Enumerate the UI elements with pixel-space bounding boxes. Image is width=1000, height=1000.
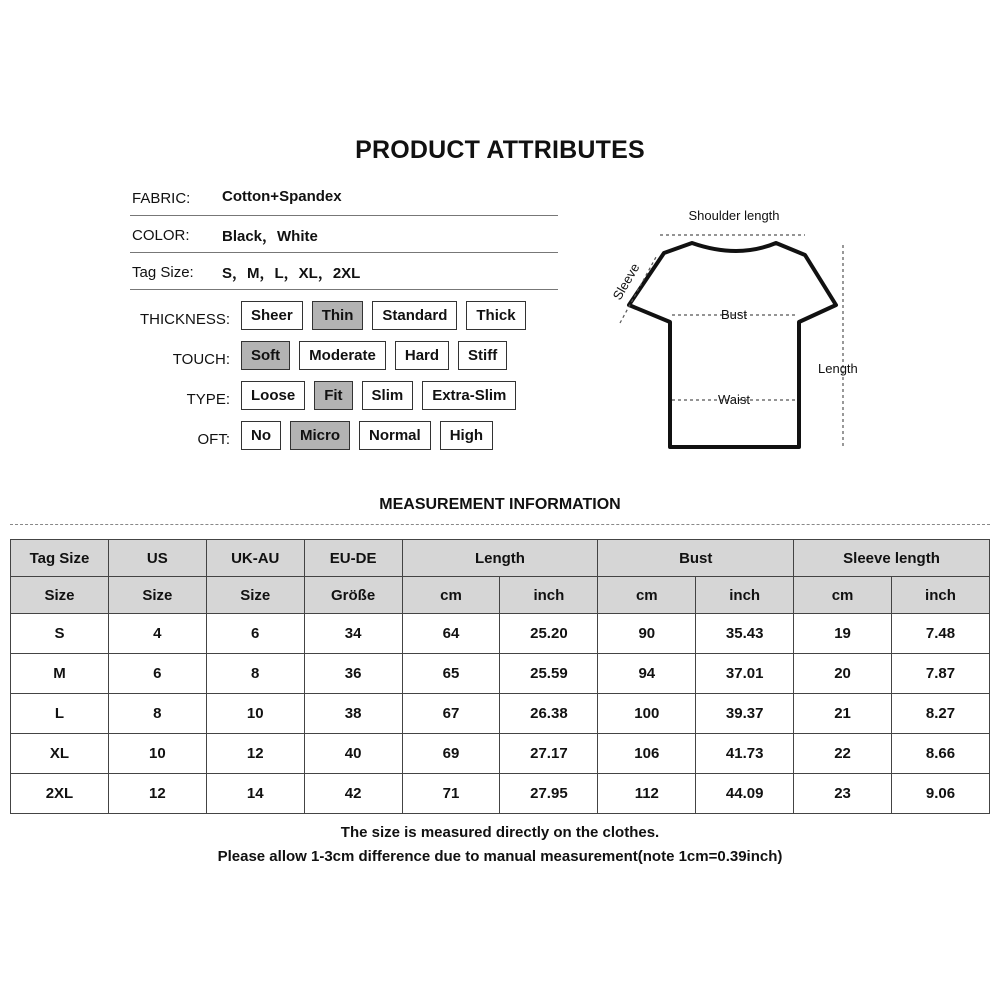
option-chip: Thin	[312, 301, 364, 330]
table-cell: 41.73	[696, 734, 794, 774]
table-header-cell: Bust	[598, 540, 794, 577]
table-cell: S	[11, 614, 109, 654]
table-cell: 4	[108, 614, 206, 654]
table-cell: 65	[402, 654, 500, 694]
table-cell: 67	[402, 694, 500, 734]
table-cell: 6	[108, 654, 206, 694]
sleeve-label: Sleeve	[609, 260, 643, 303]
option-chip: Slim	[362, 381, 414, 410]
option-chip: Micro	[290, 421, 350, 450]
page-title: PRODUCT ATTRIBUTES	[355, 136, 645, 164]
table-cell: 22	[794, 734, 892, 774]
table-cell: M	[11, 654, 109, 694]
table-header-cell: Tag Size	[11, 540, 109, 577]
option-row-label: THICKNESS:	[139, 311, 230, 328]
tag-size-value: S，M，L，XL，2XL	[222, 265, 361, 282]
table-subheader-cell: inch	[696, 577, 794, 614]
table-cell: 12	[108, 774, 206, 814]
option-chip: High	[440, 421, 493, 450]
option-row-label: OFT:	[197, 431, 230, 448]
option-row-label: TYPE:	[186, 391, 230, 408]
fabric-value: Cotton+Spandex	[222, 188, 342, 205]
table-cell: L	[11, 694, 109, 734]
divider	[130, 252, 558, 253]
table-row	[11, 654, 990, 694]
note-measure: The size is measured directly on the clothes.	[340, 824, 660, 841]
color-label: COLOR:	[132, 227, 190, 244]
table-cell: 8.66	[892, 734, 990, 774]
color-value: Black，White	[222, 228, 318, 245]
table-cell: 39.37	[696, 694, 794, 734]
table-cell: 25.59	[500, 654, 598, 694]
table-subheader-cell: Size	[108, 577, 206, 614]
table-cell: 36	[304, 654, 402, 694]
divider	[130, 289, 558, 290]
table-cell: 8	[206, 654, 304, 694]
table-header-cell: UK-AU	[206, 540, 304, 577]
option-chip: Thick	[466, 301, 525, 330]
table-cell: 12	[206, 734, 304, 774]
option-row-label: TOUCH:	[172, 351, 230, 368]
option-choices	[241, 301, 526, 330]
option-chip: Loose	[241, 381, 305, 410]
option-chip: Hard	[395, 341, 449, 370]
table-subheader-cell: Größe	[304, 577, 402, 614]
option-chip: Fit	[314, 381, 352, 410]
table-cell: XL	[11, 734, 109, 774]
table-subheader-cell: Size	[206, 577, 304, 614]
table-header-cell: Sleeve length	[794, 540, 990, 577]
table-cell: 7.48	[892, 614, 990, 654]
table-cell: 21	[794, 694, 892, 734]
dashed-divider	[10, 524, 990, 525]
table-cell: 100	[598, 694, 696, 734]
option-choices	[241, 381, 516, 410]
table-cell: 8	[108, 694, 206, 734]
table-cell: 27.17	[500, 734, 598, 774]
option-chip: Extra-Slim	[422, 381, 516, 410]
table-subheader-cell: Size	[11, 577, 109, 614]
option-chip: Stiff	[458, 341, 507, 370]
table-cell: 90	[598, 614, 696, 654]
table-row	[11, 734, 990, 774]
table-cell: 42	[304, 774, 402, 814]
measurement-title: MEASUREMENT INFORMATION	[379, 496, 621, 513]
table-cell: 10	[108, 734, 206, 774]
table-subheader-cell: inch	[892, 577, 990, 614]
table-cell: 94	[598, 654, 696, 694]
attr-tag-size	[130, 254, 558, 290]
table-cell: 112	[598, 774, 696, 814]
divider	[130, 215, 558, 216]
option-chip: No	[241, 421, 281, 450]
table-cell: 23	[794, 774, 892, 814]
size-table	[10, 539, 990, 814]
table-cell: 40	[304, 734, 402, 774]
table-header-cell: Length	[402, 540, 598, 577]
table-subheader-cell: cm	[402, 577, 500, 614]
table-row	[11, 694, 990, 734]
table-cell: 38	[304, 694, 402, 734]
table-subheader-cell: cm	[598, 577, 696, 614]
table-row	[11, 774, 990, 814]
table-cell: 64	[402, 614, 500, 654]
table-cell: 7.87	[892, 654, 990, 694]
table-cell: 106	[598, 734, 696, 774]
table-cell: 25.20	[500, 614, 598, 654]
option-chip: Standard	[372, 301, 457, 330]
table-cell: 34	[304, 614, 402, 654]
table-cell: 19	[794, 614, 892, 654]
option-choices	[241, 421, 493, 450]
bust-label: Bust	[720, 307, 748, 322]
length-label: Length	[818, 361, 858, 376]
table-header-cell: EU-DE	[304, 540, 402, 577]
table-cell: 71	[402, 774, 500, 814]
attr-color	[130, 217, 558, 253]
table-header-cell: US	[108, 540, 206, 577]
shoulder-length-label: Shoulder length	[688, 208, 780, 223]
table-cell: 14	[206, 774, 304, 814]
note-difference: Please allow 1-3cm difference due to manual measurement(note 1cm=0.39inch)	[217, 848, 783, 865]
option-choices	[241, 341, 507, 370]
table-cell: 9.06	[892, 774, 990, 814]
table-cell: 20	[794, 654, 892, 694]
table-subheader-cell: cm	[794, 577, 892, 614]
tshirt-outline	[629, 243, 836, 447]
fabric-label: FABRIC:	[132, 190, 191, 207]
table-cell: 37.01	[696, 654, 794, 694]
table-cell: 6	[206, 614, 304, 654]
table-cell: 69	[402, 734, 500, 774]
option-chip: Sheer	[241, 301, 303, 330]
table-cell: 8.27	[892, 694, 990, 734]
waist-label: Waist	[717, 392, 751, 407]
option-chip: Normal	[359, 421, 431, 450]
table-cell: 2XL	[11, 774, 109, 814]
option-chip: Soft	[241, 341, 290, 370]
tag-size-label: Tag Size:	[132, 264, 194, 281]
table-cell: 35.43	[696, 614, 794, 654]
table-cell: 10	[206, 694, 304, 734]
tshirt-diagram	[600, 195, 880, 465]
table-cell: 26.38	[500, 694, 598, 734]
attr-fabric	[130, 180, 558, 216]
option-chip: Moderate	[299, 341, 386, 370]
table-cell: 44.09	[696, 774, 794, 814]
table-subheader-cell: inch	[500, 577, 598, 614]
table-cell: 27.95	[500, 774, 598, 814]
table-row	[11, 614, 990, 654]
